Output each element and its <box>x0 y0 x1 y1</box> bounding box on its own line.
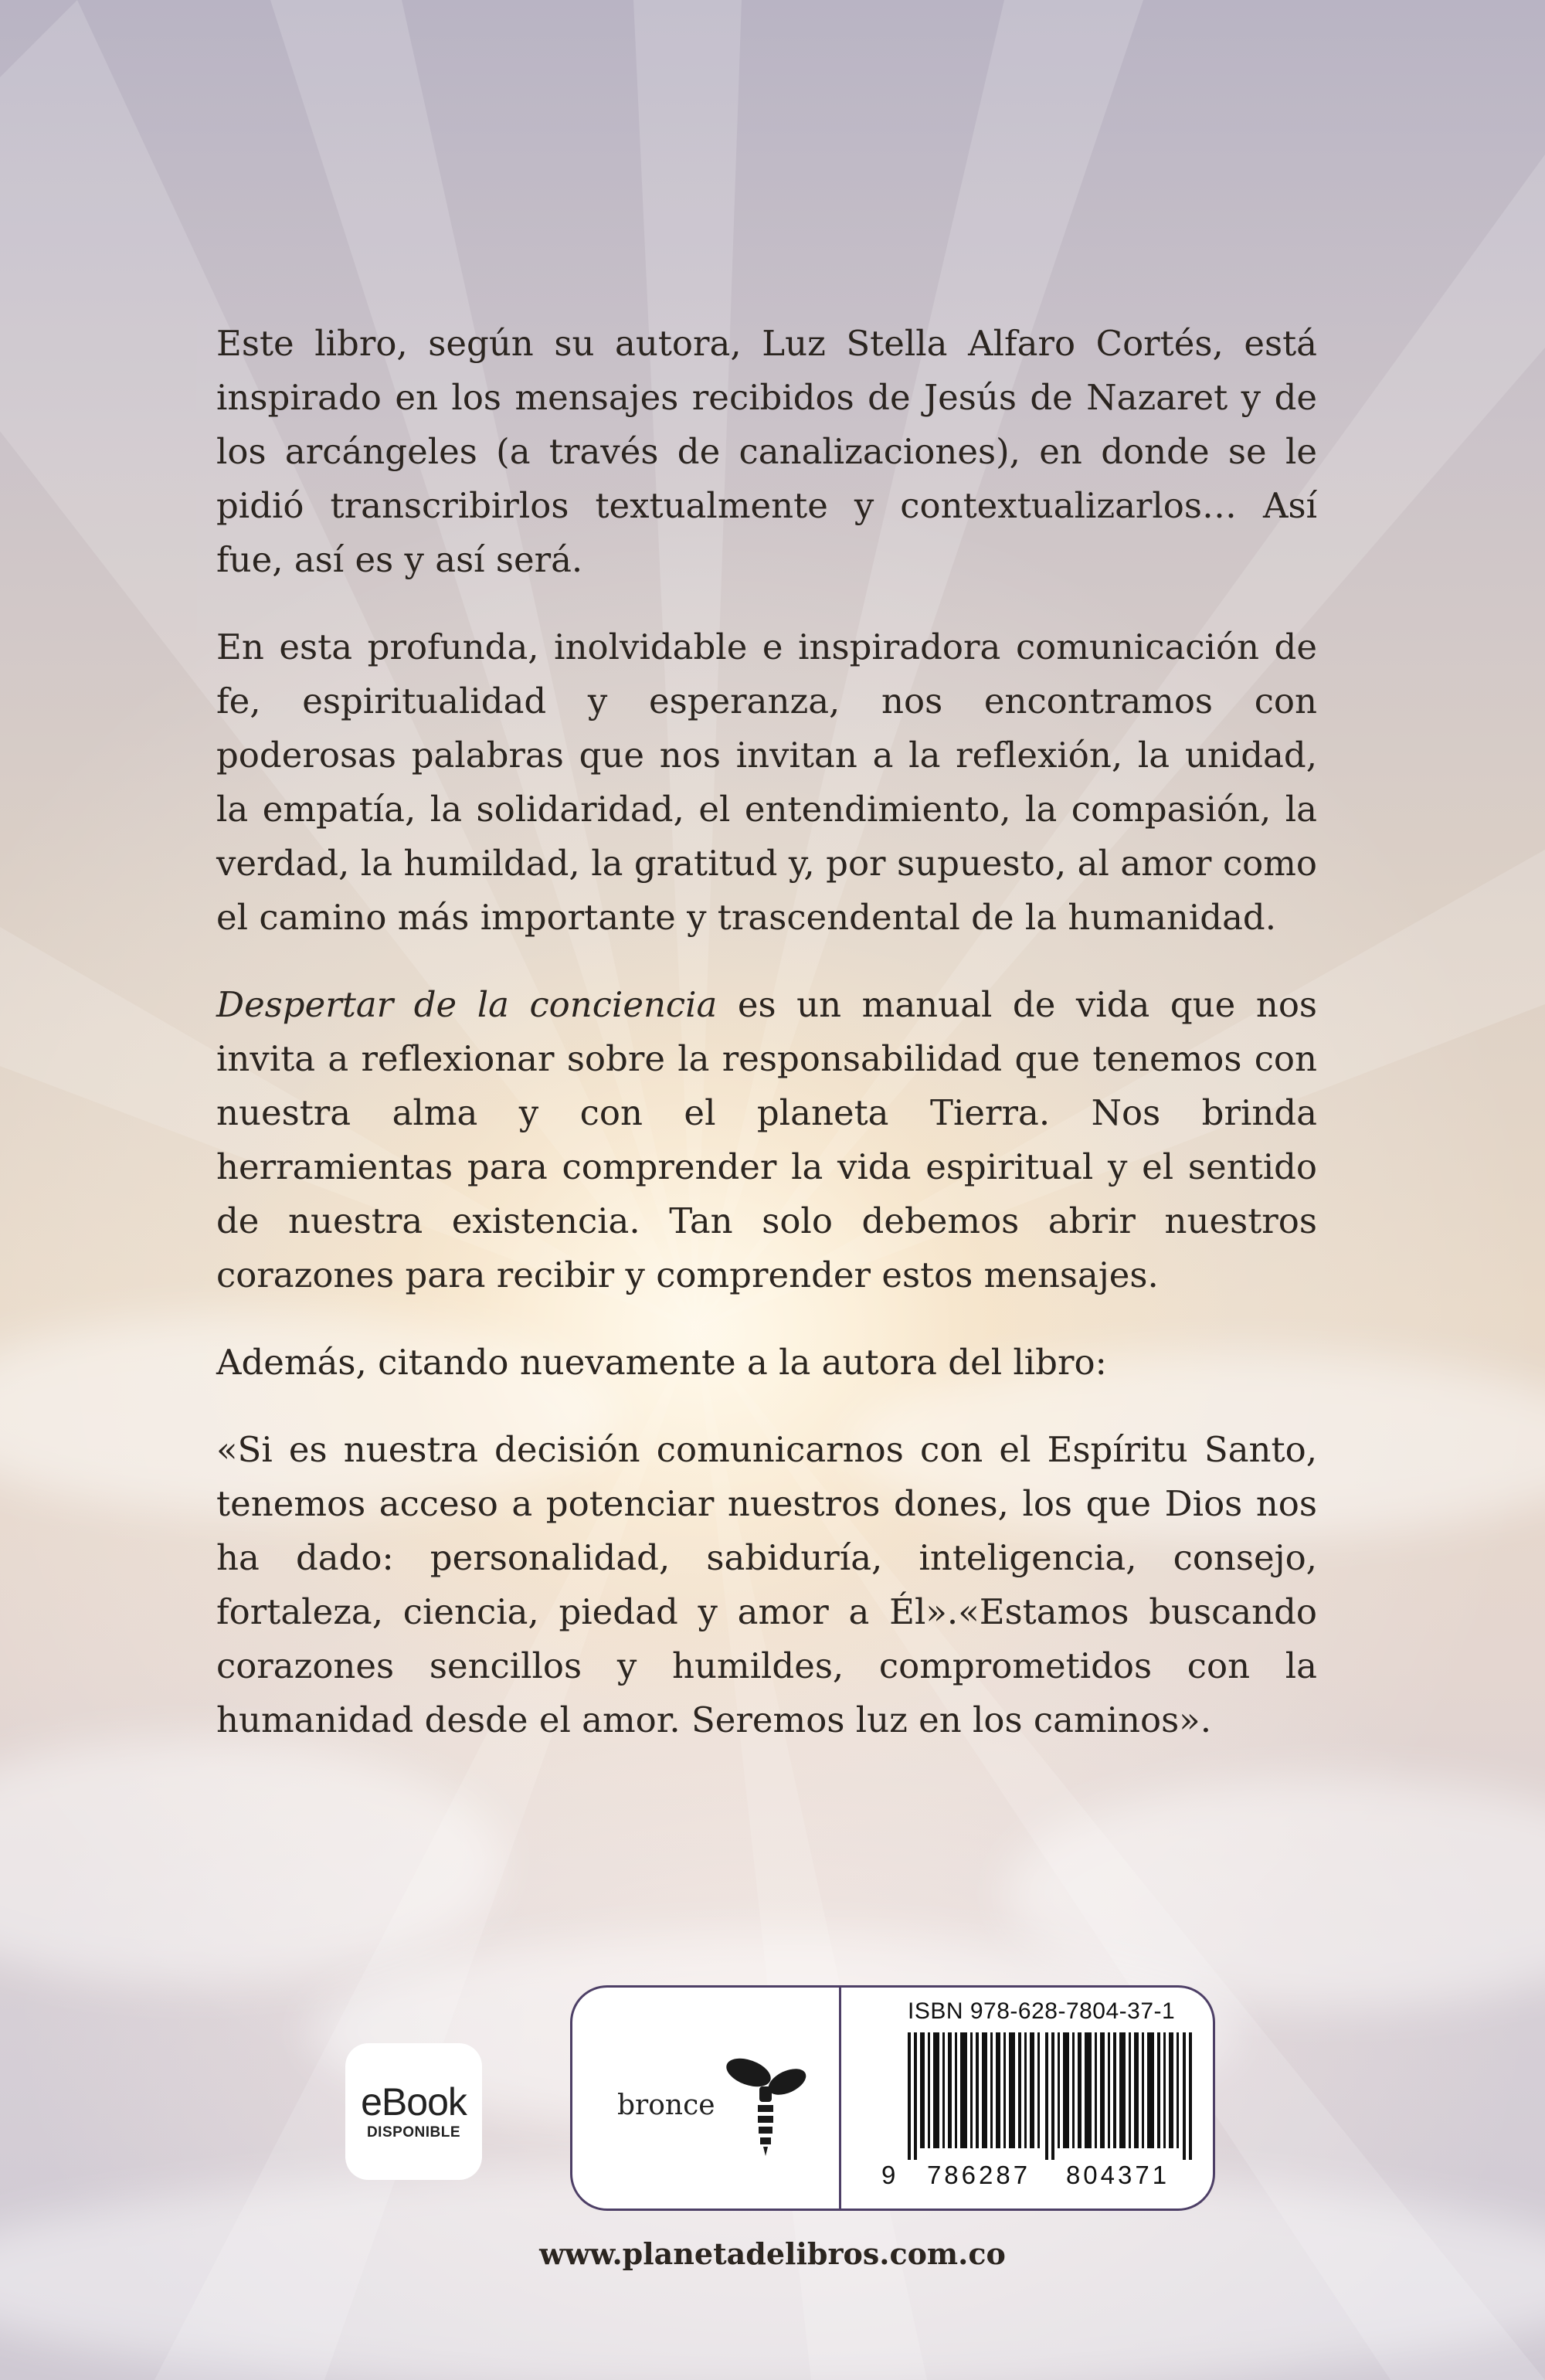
ebook-available-badge <box>345 2043 482 2180</box>
ebook-available-label: DISPONIBLE <box>366 2124 461 2141</box>
barcode-digit-group-left: 786287 <box>926 2161 1031 2189</box>
publisher-name: bronce <box>617 2090 715 2121</box>
publisher-area <box>572 1988 841 2209</box>
paragraph-manual-text: es un manual de vida que nos invita a reflexionar sobre la responsabilidad que tenemos con nuestra alma y con el planeta Tierra. Nos brinda herramientas para comprender la vida espiritual y el sentido de nuestra existencia. Tan solo debemos abrir nuestros corazones para recibir y comprender estos mensajes. <box>216 984 1318 1295</box>
paragraph-intro: Este libro, según su autora, Luz Stella Alfaro Cortés, está inspirado en los mensajes recibidos de Jesús de Nazaret y de los arcángeles (a través de canalizaciones), en donde se le pidió transcribirlos textualmente y contextualizarlos… Así fue, así es y así será. <box>216 323 1317 580</box>
barcode-panel <box>570 1985 1215 2211</box>
bee-icon <box>719 2051 812 2159</box>
paragraph-themes: En esta profunda, inolvidable e inspiradora comunicación de fe, espiritualidad y esperanza, nos encontramos con poderosas palabras que nos invitan a la reflexión, la unidad, la empatía, la solidaridad, el entendimiento, la compasión, la verdad, la humildad, la gratitud y, por supuesto, al amor como el camino más importante y trascendental de la humanidad. <box>216 626 1317 938</box>
barcode-digit-first: 9 <box>881 2161 896 2189</box>
paragraph-quote: «Si es nuestra decisión comunicarnos con el Espíritu Santo, tenemos acceso a potenciar nuestros dones, los que Dios nos ha dado: personalidad, sabiduría, inteligencia, consejo, fortaleza, ciencia, piedad y amor a Él».«Estamos buscando corazones sencillos y humildes, comprometidos con la humanidad desde el amor. Seremos luz en los caminos». <box>216 1429 1317 1740</box>
back-cover-text <box>216 317 1317 1781</box>
ebook-label: eBook <box>361 2080 467 2124</box>
barcode-icon <box>908 2032 1194 2160</box>
barcode-digit-group-right: 804371 <box>1065 2161 1170 2189</box>
book-title-italic: Despertar de la conciencia <box>216 984 718 1025</box>
paragraph-quote-intro: Además, citando nuevamente a la autora del libro: <box>216 1342 1107 1383</box>
isbn-label: ISBN 978-628-7804-37-1 <box>908 1998 1176 2024</box>
isbn-area <box>843 1988 1214 2209</box>
barcode-digits <box>881 2161 1190 2190</box>
paragraph-manual <box>216 978 1317 1302</box>
publisher-website: www.planetadelibros.com.co <box>539 2236 1006 2271</box>
